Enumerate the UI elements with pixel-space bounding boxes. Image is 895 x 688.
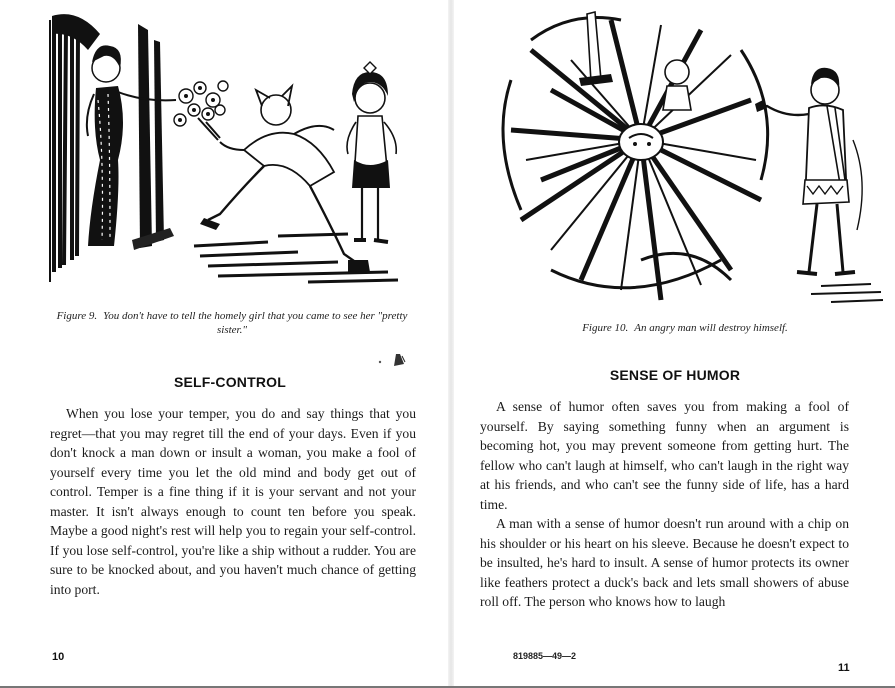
paragraph: When you lose your temper, you do and say things that you regret—that you may regret till the end of your days. Even if you don't knock a man down or insult a woman, you make a fool of yourself every time you let the old mind and body get out of control. Temper is a fine thing if it is your servant and not your master. It isn't always enough to count ten before you speak. Maybe a good night's rest will help you to regain your self-control. If you lose self-control, you're like a ship without a rudder. You are sure to be knocked about, and you haven't much chance of getting into port.	[50, 406, 416, 597]
ink-smudge-icon	[372, 352, 408, 368]
paragraph: A sense of humor often saves you from making a fool of yourself. By saying something funny when an argument is becoming hot, you may prevent someone from getting hurt. The fellow who can't laugh at himself, who can't laugh in the right way at his friends, and who can't see the funny side of life, has a hard time.	[480, 399, 849, 512]
section-heading: SENSE OF HUMOR	[609, 367, 741, 383]
figure-10-caption	[495, 321, 875, 335]
right-page	[455, 0, 895, 688]
figure-caption-text: You don't have to tell the homely girl that you came to see her "pretty sister."	[103, 310, 408, 336]
figure-number: Figure 9.	[56, 310, 98, 322]
section-heading: SELF-CONTROL	[173, 374, 287, 390]
page-number: 10	[52, 651, 65, 663]
figure-number: Figure 10.	[582, 322, 629, 334]
figure-10-illustration	[491, 10, 889, 310]
paragraph: A man with a sense of humor doesn't run around with a chip on his shoulder or his heart on his sleeve. Because he doesn't expect to be insulted, he's hard to insult. A sense of humor protects its owner like feathers protect a duck's back and lets small showers of abuse roll off. The person who knows how to laugh	[480, 516, 849, 609]
figure-caption-text: An angry man will destroy himself.	[634, 322, 788, 334]
left-body-text	[50, 404, 416, 599]
book-gutter	[448, 0, 454, 688]
left-page	[0, 0, 447, 688]
print-code: 819885—49—2	[513, 651, 577, 661]
figure-9-caption	[42, 309, 422, 337]
figure-9-illustration	[48, 10, 416, 292]
right-body-text	[480, 397, 849, 612]
page-number: 11	[838, 662, 850, 674]
